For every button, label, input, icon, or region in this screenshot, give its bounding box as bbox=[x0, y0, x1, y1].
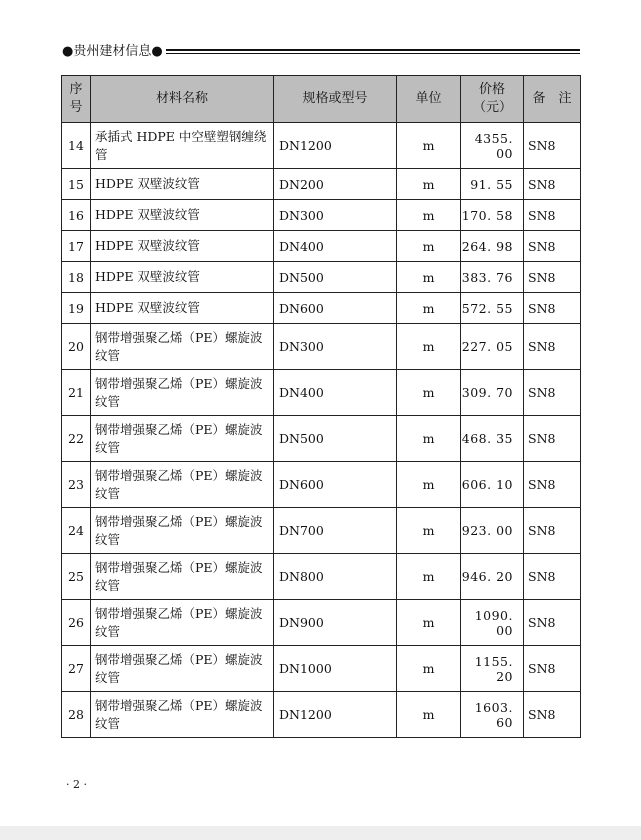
publication-title: ●贵州建材信息● bbox=[62, 44, 163, 59]
header-price: 价格（元） bbox=[461, 76, 524, 123]
table-body bbox=[62, 123, 581, 738]
row-no: 14 bbox=[62, 123, 91, 169]
row-price: 923. 00 bbox=[461, 508, 524, 554]
row-material-name: HDPE 双壁波纹管 bbox=[91, 262, 274, 293]
table-row bbox=[62, 508, 581, 554]
row-spec: DN1200 bbox=[274, 123, 397, 169]
table-row bbox=[62, 646, 581, 692]
row-unit: m bbox=[397, 231, 461, 262]
row-material-name: 钢带增强聚乙烯（PE）螺旋波纹管 bbox=[91, 370, 274, 416]
row-spec: DN500 bbox=[274, 416, 397, 462]
header-note: 备 注 bbox=[524, 76, 581, 123]
row-unit: m bbox=[397, 293, 461, 324]
row-price: 170. 58 bbox=[461, 200, 524, 231]
row-material-name: 钢带增强聚乙烯（PE）螺旋波纹管 bbox=[91, 554, 274, 600]
row-spec: DN1200 bbox=[274, 692, 397, 738]
row-note: SN8 bbox=[524, 600, 581, 646]
row-unit: m bbox=[397, 123, 461, 169]
row-spec: DN300 bbox=[274, 324, 397, 370]
row-spec: DN600 bbox=[274, 293, 397, 324]
row-unit: m bbox=[397, 262, 461, 293]
page-header bbox=[62, 44, 580, 60]
table-row bbox=[62, 370, 581, 416]
row-material-name: 钢带增强聚乙烯（PE）螺旋波纹管 bbox=[91, 646, 274, 692]
row-price: 946. 20 bbox=[461, 554, 524, 600]
table-row bbox=[62, 554, 581, 600]
table-row bbox=[62, 169, 581, 200]
row-unit: m bbox=[397, 169, 461, 200]
table-row bbox=[62, 600, 581, 646]
row-material-name: 承插式 HDPE 中空壁塑钢缠绕管 bbox=[91, 123, 274, 169]
row-unit: m bbox=[397, 554, 461, 600]
row-spec: DN800 bbox=[274, 554, 397, 600]
row-no: 22 bbox=[62, 416, 91, 462]
row-unit: m bbox=[397, 508, 461, 554]
row-price: 383. 76 bbox=[461, 262, 524, 293]
row-unit: m bbox=[397, 200, 461, 231]
bottom-strip bbox=[0, 826, 641, 840]
row-no: 26 bbox=[62, 600, 91, 646]
row-unit: m bbox=[397, 462, 461, 508]
row-note: SN8 bbox=[524, 231, 581, 262]
row-spec: DN700 bbox=[274, 508, 397, 554]
row-spec: DN300 bbox=[274, 200, 397, 231]
row-price: 1090. 00 bbox=[461, 600, 524, 646]
row-price: 227. 05 bbox=[461, 324, 524, 370]
row-price: 606. 10 bbox=[461, 462, 524, 508]
row-material-name: 钢带增强聚乙烯（PE）螺旋波纹管 bbox=[91, 416, 274, 462]
row-note: SN8 bbox=[524, 169, 581, 200]
row-no: 20 bbox=[62, 324, 91, 370]
row-no: 16 bbox=[62, 200, 91, 231]
row-no: 17 bbox=[62, 231, 91, 262]
row-price: 572. 55 bbox=[461, 293, 524, 324]
row-price: 468. 35 bbox=[461, 416, 524, 462]
row-no: 18 bbox=[62, 262, 91, 293]
table-row bbox=[62, 416, 581, 462]
row-price: 264. 98 bbox=[461, 231, 524, 262]
row-no: 21 bbox=[62, 370, 91, 416]
price-table bbox=[61, 75, 581, 738]
row-price: 1603. 60 bbox=[461, 692, 524, 738]
row-price: 1155. 20 bbox=[461, 646, 524, 692]
row-material-name: HDPE 双壁波纹管 bbox=[91, 169, 274, 200]
row-no: 27 bbox=[62, 646, 91, 692]
row-spec: DN400 bbox=[274, 231, 397, 262]
row-no: 23 bbox=[62, 462, 91, 508]
row-material-name: 钢带增强聚乙烯（PE）螺旋波纹管 bbox=[91, 600, 274, 646]
table-row bbox=[62, 462, 581, 508]
row-spec: DN200 bbox=[274, 169, 397, 200]
table-row bbox=[62, 324, 581, 370]
row-material-name: 钢带增强聚乙烯（PE）螺旋波纹管 bbox=[91, 324, 274, 370]
row-unit: m bbox=[397, 646, 461, 692]
row-unit: m bbox=[397, 416, 461, 462]
row-note: SN8 bbox=[524, 692, 581, 738]
row-spec: DN500 bbox=[274, 262, 397, 293]
table-row bbox=[62, 123, 581, 169]
row-no: 19 bbox=[62, 293, 91, 324]
table-row bbox=[62, 692, 581, 738]
row-no: 24 bbox=[62, 508, 91, 554]
row-note: SN8 bbox=[524, 508, 581, 554]
row-unit: m bbox=[397, 370, 461, 416]
row-spec: DN600 bbox=[274, 462, 397, 508]
header-unit: 单位 bbox=[397, 76, 461, 123]
header-no: 序号 bbox=[62, 76, 91, 123]
row-spec: DN900 bbox=[274, 600, 397, 646]
row-material-name: HDPE 双壁波纹管 bbox=[91, 200, 274, 231]
row-note: SN8 bbox=[524, 293, 581, 324]
row-note: SN8 bbox=[524, 416, 581, 462]
row-unit: m bbox=[397, 324, 461, 370]
row-no: 28 bbox=[62, 692, 91, 738]
row-no: 15 bbox=[62, 169, 91, 200]
header-name: 材料名称 bbox=[91, 76, 274, 123]
row-spec: DN1000 bbox=[274, 646, 397, 692]
header-rule bbox=[166, 49, 580, 54]
row-note: SN8 bbox=[524, 646, 581, 692]
row-no: 25 bbox=[62, 554, 91, 600]
row-unit: m bbox=[397, 692, 461, 738]
table-header-row bbox=[62, 76, 581, 123]
table-row bbox=[62, 231, 581, 262]
row-material-name: 钢带增强聚乙烯（PE）螺旋波纹管 bbox=[91, 692, 274, 738]
row-note: SN8 bbox=[524, 262, 581, 293]
header-spec: 规格或型号 bbox=[274, 76, 397, 123]
row-price: 91. 55 bbox=[461, 169, 524, 200]
row-price: 309. 70 bbox=[461, 370, 524, 416]
table-row bbox=[62, 262, 581, 293]
table-row bbox=[62, 200, 581, 231]
row-note: SN8 bbox=[524, 123, 581, 169]
row-spec: DN400 bbox=[274, 370, 397, 416]
row-note: SN8 bbox=[524, 200, 581, 231]
row-material-name: 钢带增强聚乙烯（PE）螺旋波纹管 bbox=[91, 508, 274, 554]
row-material-name: 钢带增强聚乙烯（PE）螺旋波纹管 bbox=[91, 462, 274, 508]
row-unit: m bbox=[397, 600, 461, 646]
row-note: SN8 bbox=[524, 554, 581, 600]
row-note: SN8 bbox=[524, 370, 581, 416]
row-price: 4355. 00 bbox=[461, 123, 524, 169]
row-material-name: HDPE 双壁波纹管 bbox=[91, 293, 274, 324]
row-material-name: HDPE 双壁波纹管 bbox=[91, 231, 274, 262]
page-number: · 2 · bbox=[66, 778, 87, 791]
row-note: SN8 bbox=[524, 324, 581, 370]
table-row bbox=[62, 293, 581, 324]
row-note: SN8 bbox=[524, 462, 581, 508]
